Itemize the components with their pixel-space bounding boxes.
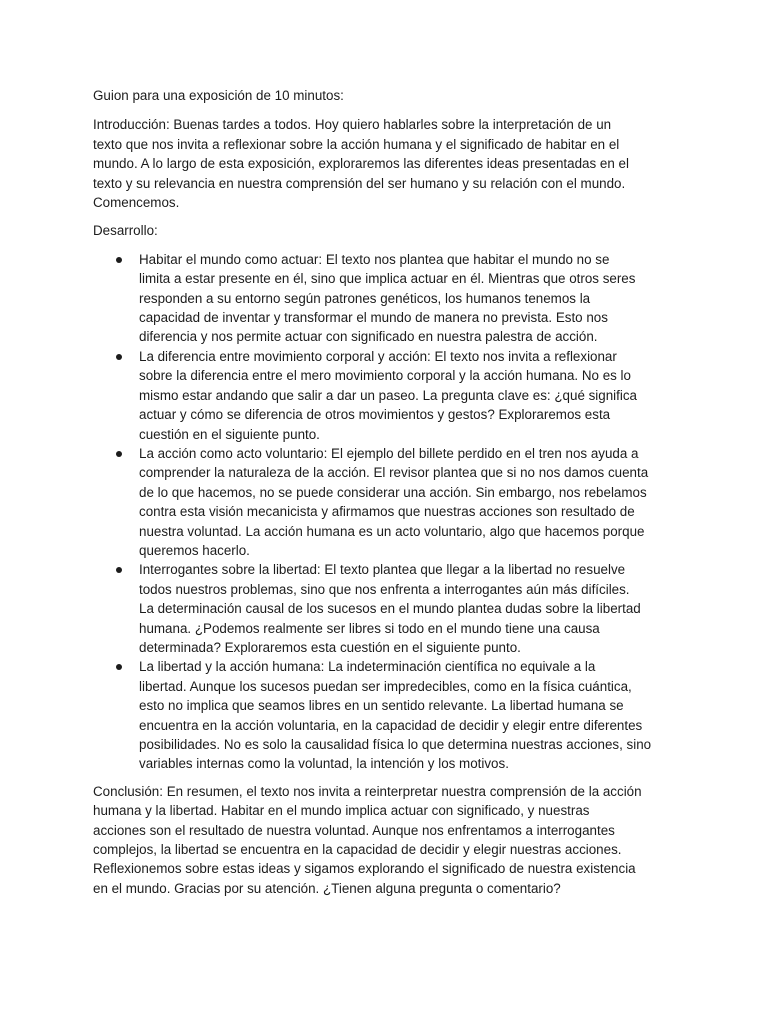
conclusion-paragraph: Conclusión: En resumen, el texto nos invita a reinterpretar nuestra comprensión de la acción humana y la libertad. Habitar en el mundo implica actuar con significado, y nuestras acciones son el resultado de nuestra voluntad. Aunque nos enfrentamos a interrogantes complejos, la libertad se encuentra en la capacidad de decidir y elegir nuestras acciones. Reflexionemos sobre estas ideas y sigamos explorando el significado de nuestra existencia en el mundo. Gracias por su atención. ¿Tienen alguna pregunta o comentario? xyxy=(93,783,642,896)
bullet-icon xyxy=(116,451,122,457)
bullet-text: La libertad y la acción humana: La indeterminación científica no equivale a la libertad. Aunque los sucesos puedan ser impredecibles, como en la física cuántica, esto no implica que seamos libres en un sentido relevante. La libertad humana se encuentra en la acción voluntaria, en la capacidad de decidir y elegir entre diferentes posibilidades. No es solo la causalidad física lo que determina nuestras acciones, sino variables internas como la voluntad, la intención y los motivos. xyxy=(139,659,652,772)
bullet-icon xyxy=(116,257,122,263)
development-heading: Desarrollo: xyxy=(93,223,158,239)
bullet-text: La diferencia entre movimiento corporal y acción: El texto nos invita a reflexionar sobre la diferencia entre el mero movimiento corporal y la acción humana. No es lo mismo estar andando que salir a dar un paseo. La pregunta clave es: ¿qué significa actuar y cómo se diferencia de otros movimientos y gestos? Exploraremos esta cuestión en el siguiente punto. xyxy=(139,348,637,442)
introduction-paragraph: Introducción: Buenas tardes a todos. Hoy quiero hablarles sobre la interpretación de un texto que nos invita a reflexionar sobre la acción humana y el significado de habitar en el mundo. A lo largo de esta exposición, exploraremos las diferentes ideas presentadas en el texto y su relevancia en nuestra comprensión del ser humano y su relación con el mundo. Comencemos. xyxy=(93,117,629,211)
bullet-item xyxy=(93,347,687,444)
bullet-icon xyxy=(116,354,122,360)
document-title: Guion para una exposición de 10 minutos: xyxy=(93,88,344,103)
bullet-text: Habitar el mundo como actuar: El texto nos plantea que habitar el mundo no se limita a estar presente en él, sino que implica actuar en él. Mientras que otros seres responden a su entorno según patrones genéticos, los humanos tenemos la capacidad de inventar y transformar el mundo de manera no prevista. Esto nos diferencia y nos permite actuar con significado en nuestra palestra de acción. xyxy=(139,251,636,345)
bullet-item xyxy=(93,444,687,560)
bullet-item xyxy=(93,560,687,657)
bullet-icon xyxy=(116,567,122,573)
bullet-item xyxy=(93,250,687,347)
document-page xyxy=(93,86,687,898)
bullet-text: La acción como acto voluntario: El ejemplo del billete perdido en el tren nos ayuda a comprender la naturaleza de la acción. El revisor plantea que si no nos damos cuenta de lo que hacemos, no se puede considerar una acción. Sin embargo, nos rebelamos contra esta visión mecanicista y afirmamos que nuestras acciones son resultado de nuestra voluntad. La acción humana es un acto voluntario, algo que hacemos porque queremos hacerlo. xyxy=(139,445,649,558)
bullet-icon xyxy=(116,664,122,670)
bullet-item xyxy=(93,657,687,773)
bullet-text: Interrogantes sobre la libertad: El texto plantea que llegar a la libertad no resuelve todos nuestros problemas, sino que nos enfrenta a interrogantes aún más difíciles. La determinación causal de los sucesos en el mundo plantea dudas sobre la libertad humana. ¿Podemos realmente ser libres si todo en el mundo tiene una causa determinada? Exploraremos esta cuestión en el siguiente punto. xyxy=(139,562,641,655)
development-bullet-list xyxy=(93,250,687,774)
